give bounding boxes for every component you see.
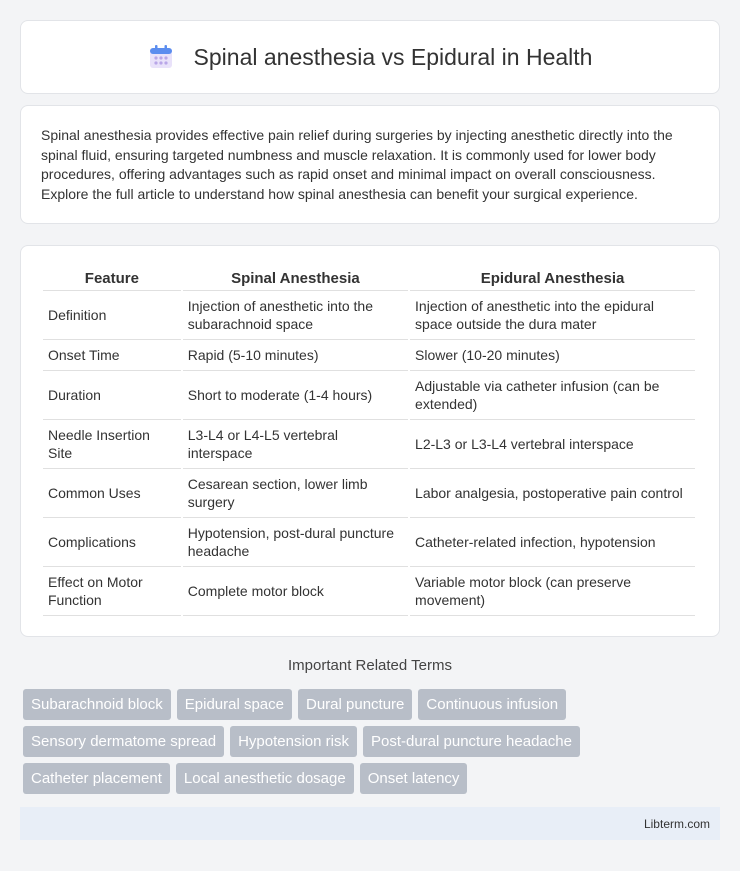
table-header-row	[43, 266, 695, 291]
table-cell: Onset Time	[43, 340, 181, 371]
tag-onset-latency[interactable]: Onset latency	[360, 763, 468, 794]
tag-subarachnoid-block[interactable]: Subarachnoid block	[23, 689, 171, 720]
table-cell: Catheter-related infection, hypotension	[410, 518, 695, 567]
calendar-icon	[148, 44, 174, 70]
table-cell: L2-L3 or L3-L4 vertebral interspace	[410, 420, 695, 469]
comparison-table	[41, 266, 697, 616]
table-row	[43, 518, 695, 567]
footer-site-link[interactable]: Libterm.com	[643, 816, 710, 831]
tag-epidural-space[interactable]: Epidural space	[177, 689, 292, 720]
tag-row	[23, 726, 723, 757]
table-row	[43, 420, 695, 469]
table-cell: Cesarean section, lower limb surgery	[183, 469, 408, 518]
tag-post-dural-puncture-headache[interactable]: Post-dural puncture headache	[363, 726, 580, 757]
table-row	[43, 291, 695, 340]
table-cell: Variable motor block (can preserve movement)	[410, 567, 695, 616]
table-cell: Needle Insertion Site	[43, 420, 181, 469]
tag-hypotension-risk[interactable]: Hypotension risk	[230, 726, 357, 757]
title-card	[20, 20, 720, 94]
footer	[20, 807, 720, 840]
related-terms-tags	[23, 689, 723, 800]
table-cell: Complete motor block	[183, 567, 408, 616]
tag-row	[23, 763, 723, 794]
column-header-spinal: Spinal Anesthesia	[183, 266, 408, 291]
table-cell: Rapid (5-10 minutes)	[183, 340, 408, 371]
table-cell: Duration	[43, 371, 181, 420]
table-cell: Common Uses	[43, 469, 181, 518]
table-row	[43, 469, 695, 518]
table-cell: Definition	[43, 291, 181, 340]
table-cell: Complications	[43, 518, 181, 567]
table-cell: Injection of anesthetic into the subarachnoid space	[183, 291, 408, 340]
tag-continuous-infusion[interactable]: Continuous infusion	[418, 689, 566, 720]
related-terms-title: Important Related Terms	[288, 657, 452, 674]
table-cell: Hypotension, post-dural puncture headache	[183, 518, 408, 567]
column-header-epidural: Epidural Anesthesia	[410, 266, 695, 291]
tag-sensory-dermatome-spread[interactable]: Sensory dermatome spread	[23, 726, 224, 757]
table-cell: Effect on Motor Function	[43, 567, 181, 616]
intro-text: Spinal anesthesia provides effective pain relief during surgeries by injecting anesthetic directly into the spinal fluid, ensuring targeted numbness and muscle relaxation. It is commonly used for lower body procedures, offering advantages such as rapid onset and minimal impact on overall consciousness. Explore the full article to understand how spinal anesthesia can benefit your surgical experience.	[41, 127, 673, 202]
comparison-table-card	[20, 245, 720, 637]
tag-local-anesthetic-dosage[interactable]: Local anesthetic dosage	[176, 763, 354, 794]
table-cell: Labor analgesia, postoperative pain control	[410, 469, 695, 518]
table-cell: Slower (10-20 minutes)	[410, 340, 695, 371]
page-title: Spinal anesthesia vs Epidural in Health	[193, 43, 593, 70]
table-cell: L3-L4 or L4-L5 vertebral interspace	[183, 420, 408, 469]
table-cell: Short to moderate (1-4 hours)	[183, 371, 408, 420]
tag-row	[23, 689, 723, 720]
table-row	[43, 567, 695, 616]
table-cell: Adjustable via catheter infusion (can be extended)	[410, 371, 695, 420]
column-header-feature: Feature	[43, 266, 181, 291]
intro-card	[20, 105, 720, 224]
table-row	[43, 340, 695, 371]
tag-catheter-placement[interactable]: Catheter placement	[23, 763, 170, 794]
table-cell: Injection of anesthetic into the epidural space outside the dura mater	[410, 291, 695, 340]
tag-dural-puncture[interactable]: Dural puncture	[298, 689, 412, 720]
table-row	[43, 371, 695, 420]
